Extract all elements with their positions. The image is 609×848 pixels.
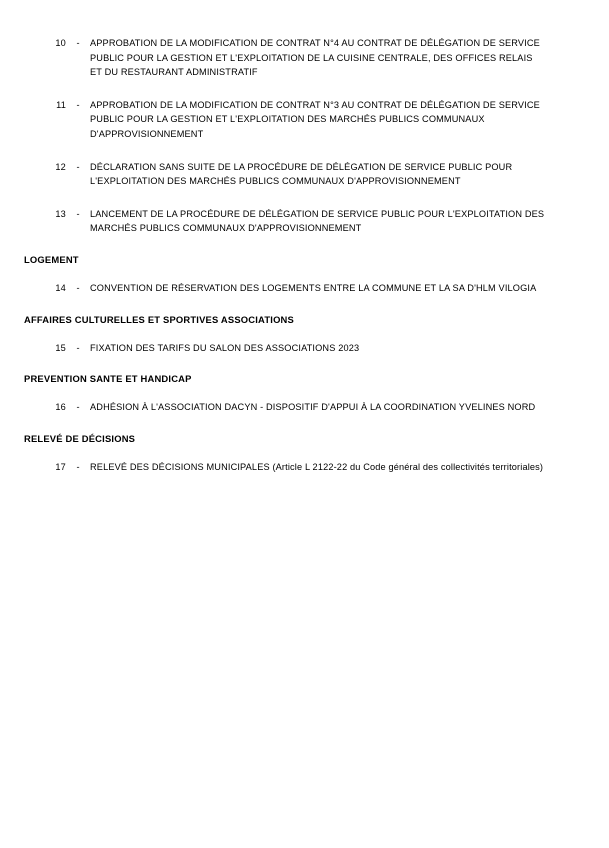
agenda-item-number: 14 [55,282,66,293]
agenda-item-number: 10 [55,38,66,48]
agenda-item-dash: - [76,342,80,353]
agenda-item-number: 16 [55,402,66,413]
agenda-item-text: ADHÉSION À L'ASSOCIATION DACYN - DISPOSITIF D'APPUI À LA COORDINATION YVELINES NORD [90,402,536,413]
section-heading-logement: LOGEMENT [24,253,79,265]
section-heading-affaires-culturelles: AFFAIRES CULTURELLES ET SPORTIVES ASSOCIATIONS [24,313,294,325]
agenda-item-text: DÉCLARATION SANS SUITE DE LA PROCÉDURE DE DÉLÉGATION DE SERVICE PUBLIC POUR L'EXPLOITATION DES MARCHÉS PUBLICS COMMUNAUX D'APPROVISIONNEMENT [90,161,513,187]
agenda-item [24,36,569,80]
agenda-item [24,281,569,296]
agenda-list [24,36,569,474]
agenda-item [24,160,569,189]
agenda-item-number: 17 [55,461,66,472]
agenda-item-text: APPROBATION DE LA MODIFICATION DE CONTRAT N°4 AU CONTRAT DE DÉLÉGATION DE SERVICE PUBLIC POUR LA GESTION ET L'EXPLOITATION DE LA CUISINE CENTRALE, DES OFFICES RELAIS ET DU RESTAURANT ADMINISTRATIF [90,38,540,78]
agenda-item-text: LANCEMENT DE LA PROCÉDURE DE DÉLÉGATION DE SERVICE PUBLIC POUR L'EXPLOITATION DES MARCHÉS PUBLICS COMMUNAUX D'APPROVISIONNEMENT [90,208,545,234]
section-heading-prevention-sante: PREVENTION SANTE ET HANDICAP [24,373,192,385]
agenda-item-number: 11 [56,99,66,110]
agenda-item-text: RELEVÉ DES DÉCISIONS MUNICIPALES (Article L 2122-22 du Code général des collectivités territoriales) [90,461,544,472]
agenda-item-dash: - [76,402,80,413]
section-heading-releve-de-decisions: RELEVÉ DE DÉCISIONS [24,432,136,444]
agenda-item-number: 13 [55,208,66,219]
agenda-item-dash: - [76,99,80,110]
agenda-item-text: CONVENTION DE RÉSERVATION DES LOGEMENTS ENTRE LA COMMUNE ET LA SA D'HLM VILOGIA [90,282,537,293]
agenda-item-number: 15 [55,342,66,353]
agenda-item [24,341,569,356]
agenda-item-dash: - [76,208,80,219]
agenda-item-dash: - [76,161,80,172]
agenda-item [24,98,569,142]
agenda-item-dash: - [76,38,80,48]
agenda-item-dash: - [76,282,80,293]
agenda-item [24,460,569,475]
agenda-item-dash: - [76,461,80,472]
agenda-item-number: 12 [55,161,66,172]
agenda-item [24,400,569,415]
agenda-item [24,207,569,236]
agenda-item-text: FIXATION DES TARIFS DU SALON DES ASSOCIATIONS 2023 [90,342,360,353]
agenda-item-text: APPROBATION DE LA MODIFICATION DE CONTRAT N°3 AU CONTRAT DE DÉLÉGATION DE SERVICE PUBLIC POUR LA GESTION ET L'EXPLOITATION DES MARCHÉS PUBLICS COMMUNAUX D'APPROVISIONNEMENT [90,99,540,139]
